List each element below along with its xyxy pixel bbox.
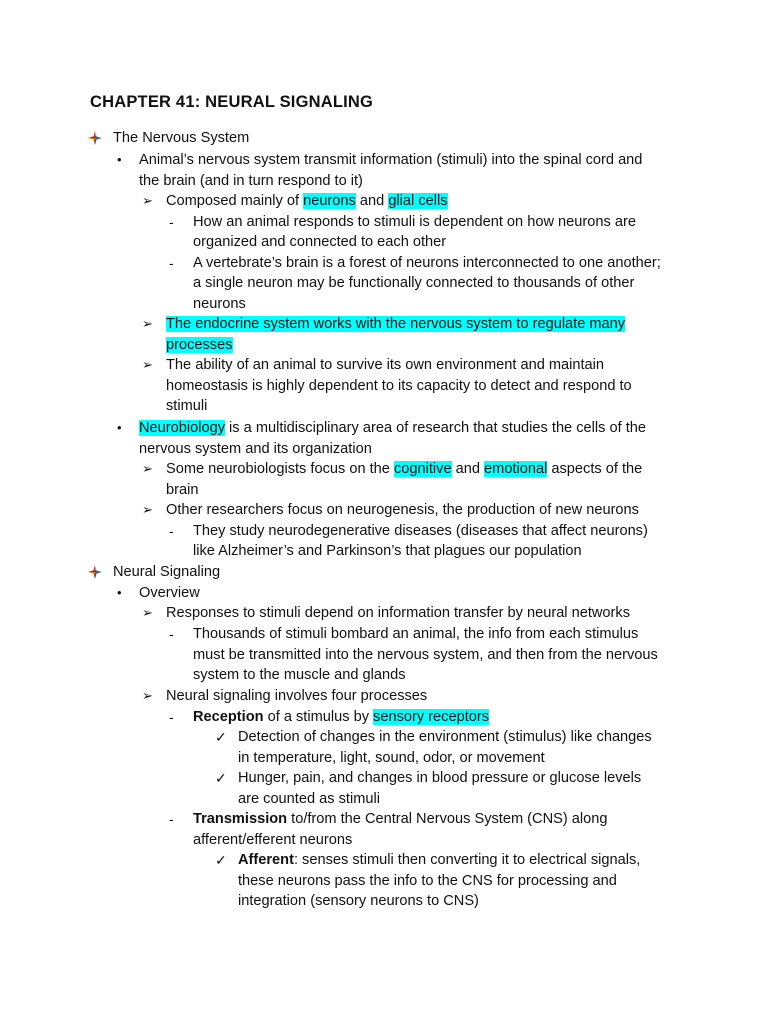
bullet-marker: • [117,584,122,600]
arrow-marker: ➢ [142,316,153,331]
list-item [166,314,625,335]
list-item-continuation: brain [166,481,199,498]
list-item-continuation: nervous system and its organization [139,440,372,457]
section-heading-neural-signaling: Neural Signaling [113,564,221,580]
list-item: Neurobiology is a multidisciplinary area of research that studies the cells of the [139,420,646,436]
list-item-continuation: stimuli [166,398,208,414]
list-item-continuation [166,335,233,356]
list-item-continuation: the brain (and in turn respond to it) [139,172,363,189]
list-item: Other researchers focus on neurogenesis, the production of new neurons [166,502,639,518]
diamond-bullet-icon [88,565,102,579]
list-item: The ability of an animal to survive its own environment and maintain [166,357,605,373]
bullet-marker: • [117,152,122,167]
dash-marker: - [169,254,174,271]
list-item-continuation: integration (sensory neurons to CNS) [238,893,479,909]
dash-marker: - [169,213,174,230]
check-icon: ✓ [215,770,227,786]
list-item-continuation: neurons [193,295,246,312]
list-item-continuation: a single neuron may be functionally connected to thousands of other [193,275,635,291]
bullet-marker: • [117,420,122,435]
list-item: They study neurodegenerative diseases (diseases that affect neurons) [193,522,648,539]
arrow-marker: ➢ [142,687,153,703]
list-item: Transmission to/from the Central Nervous System (CNS) along [193,811,608,827]
highlight: Neurobiology [139,420,225,436]
list-item: Thousands of stimuli bombard an animal, the info from each stimulus [193,626,639,642]
list-item: Reception of a stimulus by sensory receptors [193,708,490,725]
list-item: Some neurobiologists focus on the cognitive and emotional aspects of the [166,461,643,477]
list-item: Responses to stimuli depend on information transfer by neural networks [166,605,630,621]
list-item-continuation: afferent/efferent neurons [193,831,353,848]
highlight: glial cells [388,193,448,209]
arrow-marker: ➢ [142,357,153,372]
check-icon: ✓ [215,852,227,868]
section-heading-nervous-system: The Nervous System [113,130,250,146]
dash-marker: - [169,522,174,539]
page-title: CHAPTER 41: NEURAL SIGNALING [90,93,374,111]
list-item-continuation: organized and connected to each other [193,234,447,250]
dash-marker: - [169,811,174,827]
list-item-continuation: system to the muscle and glands [193,667,406,683]
arrow-marker: ➢ [142,461,153,476]
list-item-continuation: like Alzheimer’s and Parkinson’s that plagues our population [193,543,582,559]
list-item-continuation: these neurons pass the info to the CNS for processing and [238,872,617,889]
check-icon: ✓ [215,729,227,745]
list-item: Hunger, pain, and changes in blood pressure or glucose levels [238,770,642,786]
arrow-marker: ➢ [142,193,153,208]
diamond-bullet-icon [88,131,102,145]
list-item: Animal’s nervous system transmit information (stimuli) into the spinal cord and [139,152,643,168]
list-item-continuation: must be transmitted into the nervous system, and then from the nervous [193,646,658,663]
list-item-continuation: homeostasis is highly dependent to its capacity to detect and respond to [166,377,632,394]
list-item-continuation: in temperature, light, sound, odor, or movement [238,749,545,766]
list-item: Detection of changes in the environment (stimulus) like changes [238,729,652,745]
highlight: cognitive [393,461,452,477]
list-item: Composed mainly of neurons and glial cells [166,193,448,209]
highlight: emotional [484,461,548,477]
list-item: How an animal responds to stimuli is dependent on how neurons are [193,213,636,230]
dash-marker: - [169,708,174,725]
highlight: processes [166,336,233,353]
dash-marker: - [169,626,174,642]
list-item: Overview [139,584,200,601]
highlight: neurons [303,193,356,209]
list-item: Neural signaling involves four processes [166,687,428,704]
highlight: sensory receptors [373,708,490,725]
arrow-marker: ➢ [142,605,153,620]
list-item: Afferent: senses stimuli then converting it to electrical signals, [238,852,641,868]
list-item-continuation: are counted as stimuli [238,790,380,807]
list-item: A vertebrate’s brain is a forest of neurons interconnected to one another; [193,254,661,271]
highlight: The endocrine system works with the nervous system to regulate many [166,316,626,332]
arrow-marker: ➢ [142,502,153,517]
